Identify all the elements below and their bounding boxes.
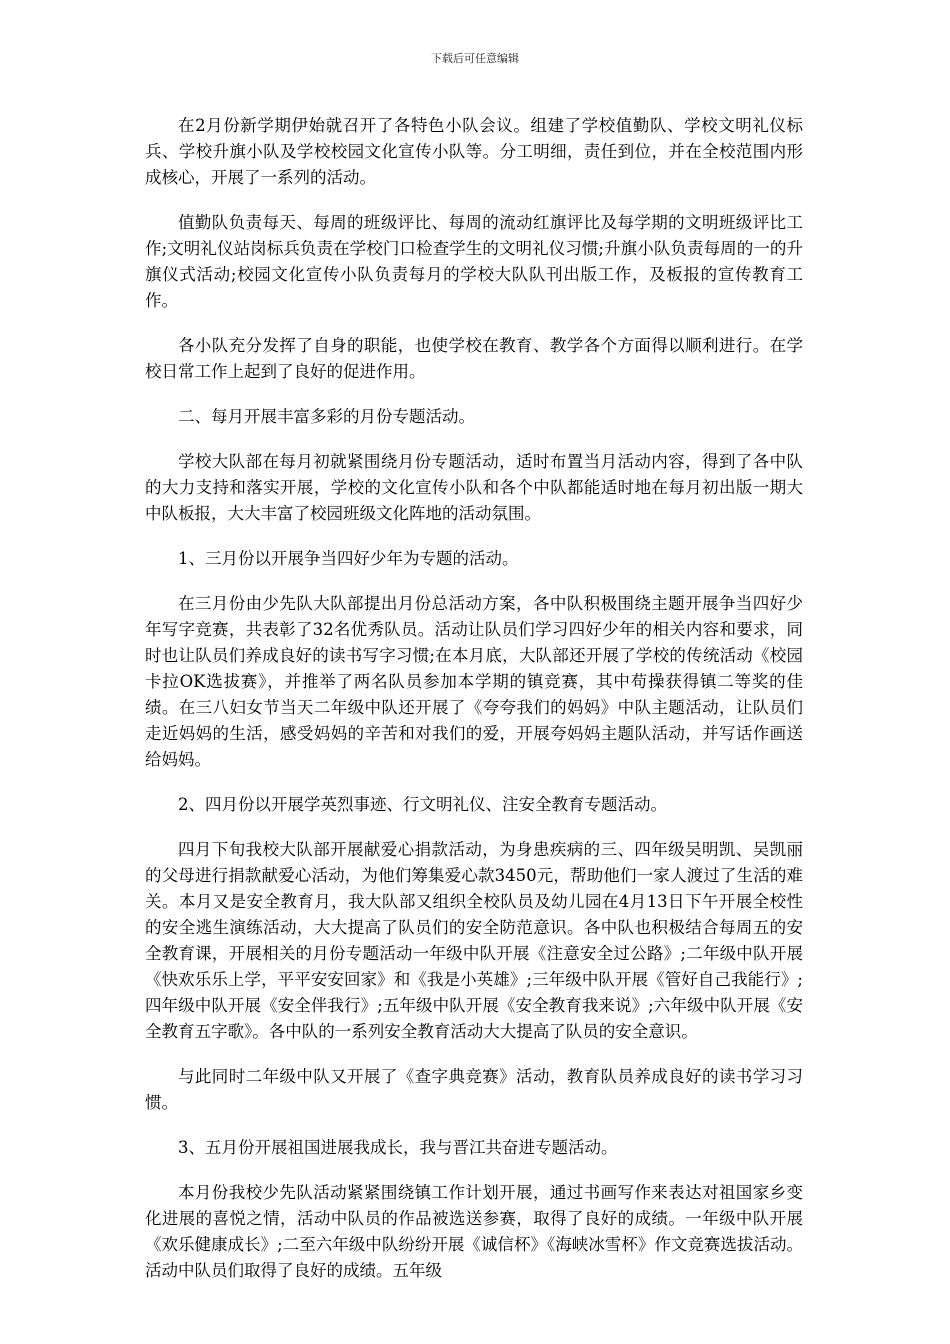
subsection-heading: 1、三月份以开展争当四好少年为专题的活动。	[178, 549, 519, 568]
section-heading: 二、每月开展丰富多彩的月份专题活动。	[178, 407, 475, 426]
subsection-heading: 3、五月份开展祖国进展我成长，我与晋江共奋进专题活动。	[178, 1138, 618, 1157]
paragraph: 本月份我校少先队活动紧紧围绕镇工作计划开展，通过书画写作来表达对祖国家乡变化进展的喜悦之情，活动中队员的作品被选送参赛，取得了良好的成绩。一年级中队开展《欢乐健康成长》;二至六年级中队纷纷开展《诚信杯》《海峡冰雪杯》作文竞赛选拔活动。活动中队员们取得了良好的成绩。五年级	[145, 1183, 803, 1280]
paragraph: 在三月份由少先队大队部提出月份总活动方案，各中队积极围绕主题开展争当四好少年写字竞赛，共表彰了32名优秀队员。活动让队员们学习四好少年的相关内容和要求，同时也让队员们养成良好的读书写字习惯;在本月底，大队部还开展了学校的传统活动《校园卡拉OK选拔赛》，并推举了两名队员参加本学期的镇竞赛，其中苟操获得镇二等奖的佳绩。在三八妇女节当天二年级中队还开展了《夸夸我们的妈妈》中队主题活动，让队员们走近妈妈的生活，感受妈妈的辛苦和对我们的爱，开展夸妈妈主题队活动，并写话作画送给妈妈。	[145, 594, 803, 769]
paragraph: 四月下旬我校大队部开展献爱心捐款活动，为身患疾病的三、四年级吴明凯、吴凯丽的父母进行捐款献爱心活动，为他们筹集爱心款3450元，帮助他们一家人渡过了生活的难关。本月又是安全教育月，我大队部又组织全校队员及幼儿园在4月13日下午开展全校性的安全逃生演练活动，大大提高了队员们的安全防范意识。各中队也积极结合每周五的安全教育课，开展相关的月份专题活动一年级中队开展《注意安全过公路》;二年级中队开展《快欢乐乐上学，平平安安回家》和《我是小英雄》;三年级中队开展《管好自己我能行》;四年级中队开展《安全伴我行》;五年级中队开展《安全教育我来说》;六年级中队开展《安全教育五字歌》。各中队的一系列安全教育活动大大提高了队员的安全意识。	[145, 840, 803, 1041]
subsection-heading: 2、四月份以开展学英烈事迹、行文明礼仪、注安全教育专题活动。	[178, 795, 667, 814]
paragraph: 值勤队负责每天、每周的班级评比、每周的流动红旗评比及每学期的文明班级评比工作;文明礼仪站岗标兵负责在学校门口检查学生的文明礼仪习惯;升旗小队负责每周的一的升旗仪式活动;校园文化宣传小队负责每月的学校大队队刊出版工作，及板报的宣传教育工作。	[145, 213, 803, 310]
paragraph: 在2月份新学期伊始就召开了各特色小队会议。组建了学校值勤队、学校文明礼仪标兵、学校升旗小队及学校校园文化宣传小队等。分工明细，责任到位，并在全校范围内形成核心，开展了一系列的活动。	[145, 116, 803, 187]
paragraph: 学校大队部在每月初就紧围绕月份专题活动，适时布置当月活动内容，得到了各中队的大力支持和落实开展，学校的文化宣传小队和各个中队都能适时地在每月初出版一期大中队板报，大大丰富了校园班级文化阵地的活动氛围。	[145, 452, 803, 523]
paragraph: 各小队充分发挥了自身的职能，也使学校在教育、教学各个方面得以顺利进行。在学校日常工作上起到了良好的促进作用。	[145, 336, 803, 381]
document-body	[145, 113, 803, 1303]
page-header-note: 下载后可任意编辑	[431, 52, 519, 65]
paragraph: 与此同时二年级中队又开展了《查字典竞赛》活动，教育队员养成良好的读书学习习惯。	[145, 1067, 803, 1112]
